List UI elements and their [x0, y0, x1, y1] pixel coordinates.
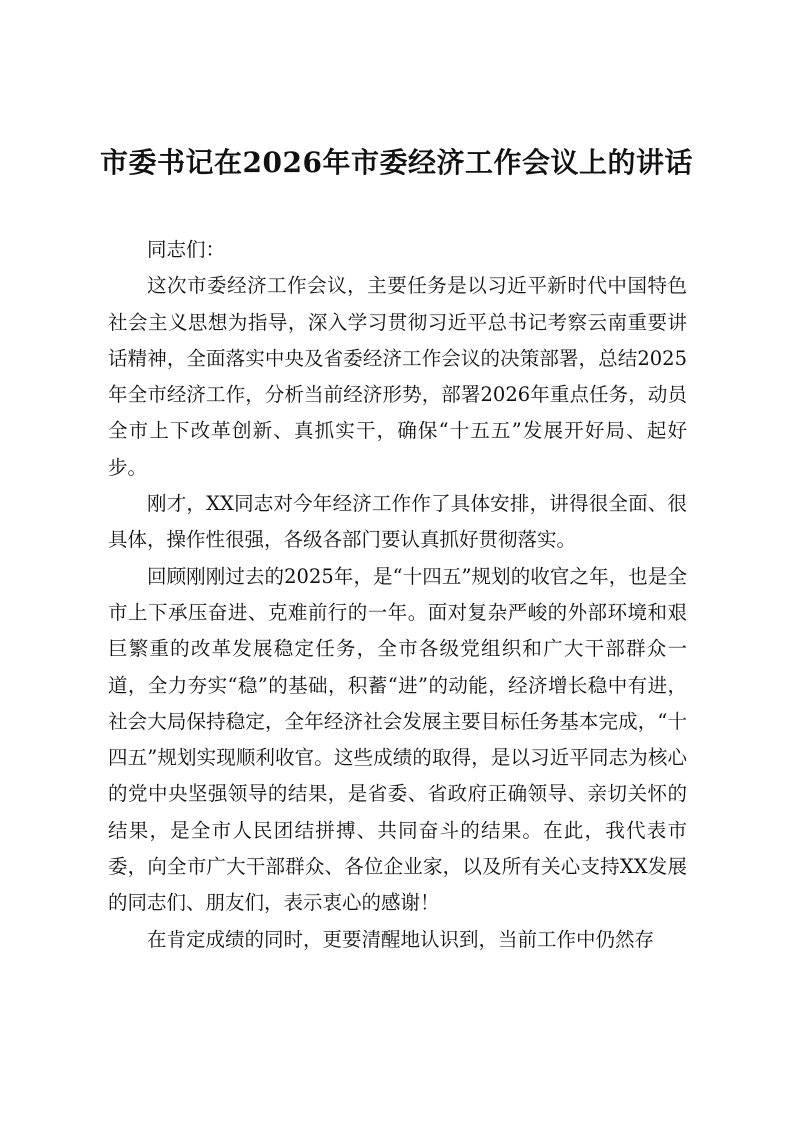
document-body	[108, 232, 687, 958]
salutation: 同志们：	[147, 238, 226, 261]
paragraph-intro: 这次市委经济工作会议，主要任务是以习近平新时代中国特色社会主义思想为指导，深入学习贯彻习近平总书记考察云南重要讲话精神，全面落实中央及省委经济工作会议的决策部署，总结2025年全市经济工作，分析当前经济形势，部署2026年重点任务，动员全市上下改革创新、真抓实干，确保“十五五”发展开好局、起好步。	[108, 274, 687, 479]
paragraph-problems: 在肯定成绩的同时，更要清醒地认识到，当前工作中仍然存	[147, 927, 655, 951]
document-title: 市委书记在2026年市委经济工作会议上的讲话	[100, 146, 693, 179]
paragraph-arrangement: 刚才，XX同志对今年经济工作作了具体安排，讲得很全面、很具体，操作性很强，各级各部门要认真抓好贯彻落实。	[108, 492, 687, 552]
paragraph-review: 回顾刚刚过去的2025年，是“十四五”规划的收官之年，也是全市上下承压奋进、克难前行的一年。面对复杂严峻的外部环境和艰巨繁重的改革发展稳定任务，全市各级党组织和广大干部群众一道，全力夯实“稳”的基础，积蓄“进”的动能，经济增长稳中有进，社会大局保持稳定，全年经济社会发展主要目标任务基本完成，“十四五”规划实现顺利收官。这些成绩的取得，是以习近平同志为核心的党中央坚强领导的结果，是省委、省政府正确领导、亲切关怀的结果，是全市人民团结拼搏、共同奋斗的结果。在此，我代表市委，向全市广大干部群众、各位企业家，以及所有关心支持XX发展的同志们、朋友们，表示衷心的感谢！	[108, 564, 687, 915]
